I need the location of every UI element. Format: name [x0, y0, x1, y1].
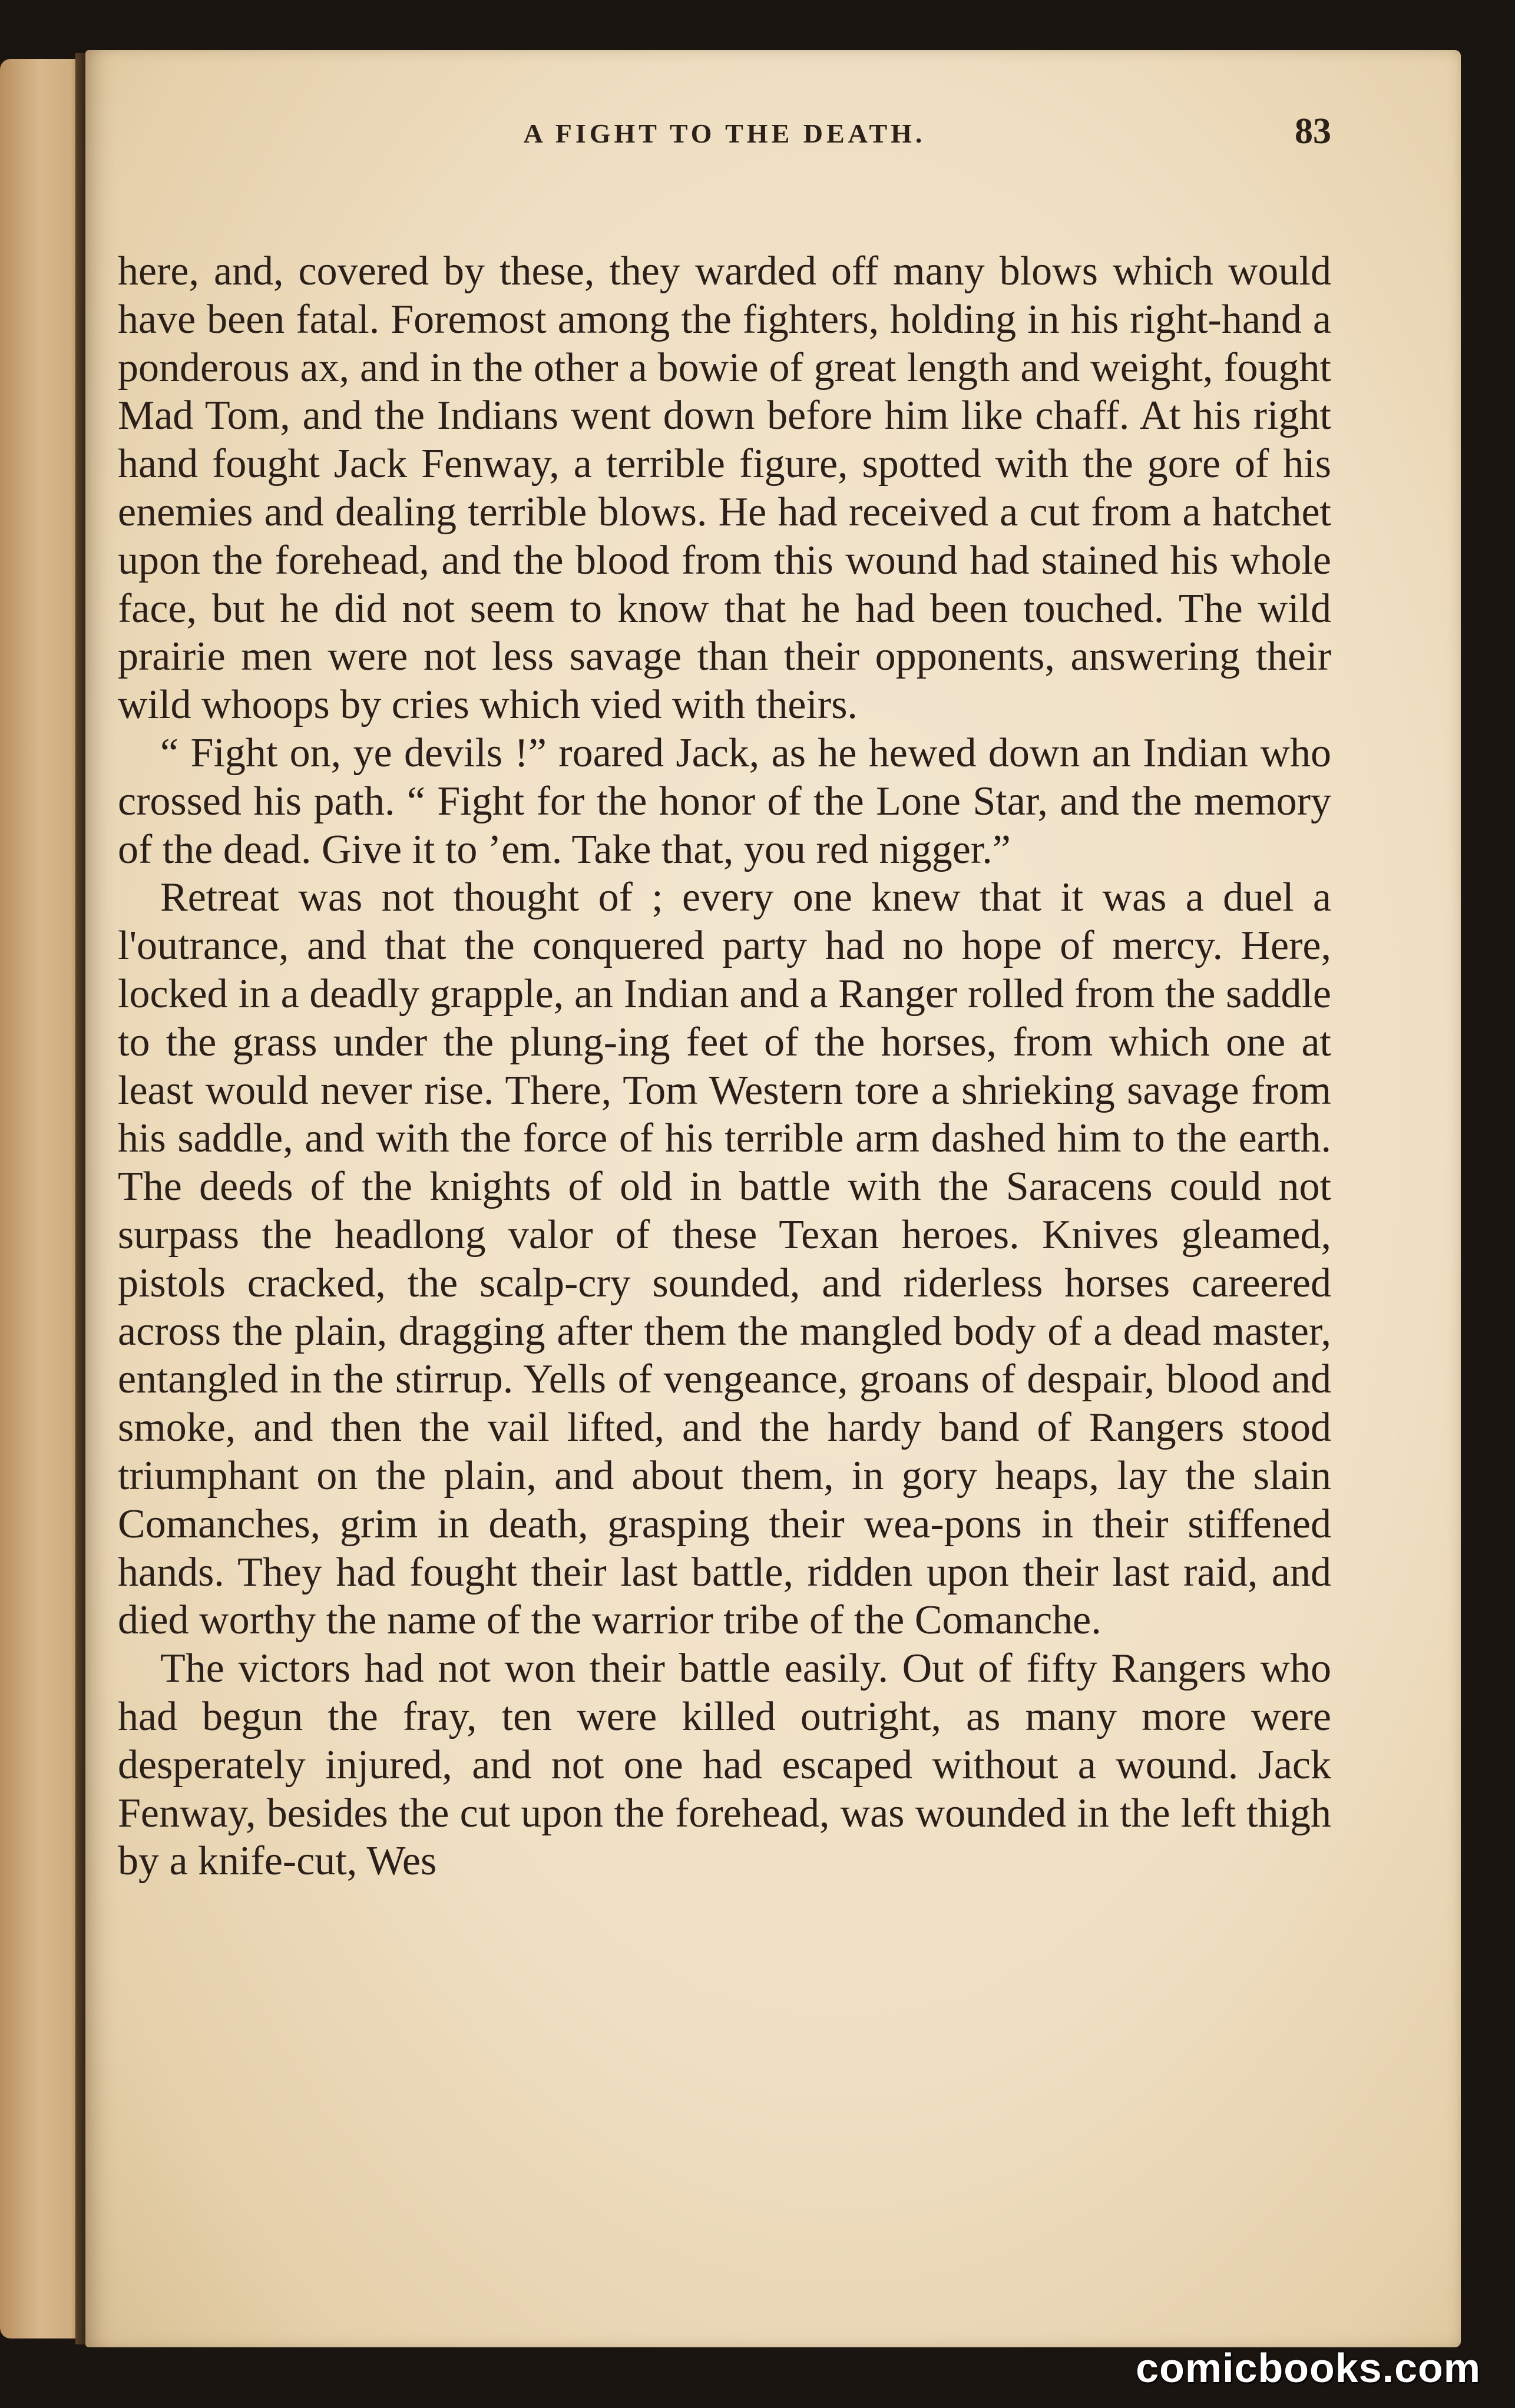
paragraph-3: Retreat was not thought of ; every one knew that it was a duel a l'outrance, and that the conquered party had no hope of mercy. Here, locked in a deadly grapple, an Indian and a Ranger rolled from the saddle to the grass under the plung-ing feet of the horses, from which one at least would never rise. There, Tom Western tore a shrieking savage from his saddle, and with the force of his terrible arm dashed him to the earth. The deeds of the knights of old in battle with the Saracens could not surpass the headlong valor of these Texan heroes. Knives gleamed, pistols cracked, the scalp-cry sounded, and riderless horses careered across the plain, dragging after them the mangled body of a dead master, entangled in the stirrup. Yells of vengeance, groans of despair, blood and smoke, and then the vail lifted, and the hardy band of Rangers stood triumphant on the plain, and about them, in gory heaps, lay the slain Comanches, grim in death, grasping their wea-pons in their stiffened hands. They had fought their last battle, ridden upon their last raid, and died worthy the name of the warrior tribe of the Comanche. [118, 875, 1331, 1643]
watermark: comicbooks.com [1136, 2345, 1481, 2391]
paragraph-2: “ Fight on, ye devils !” roared Jack, as he hewed down an Indian who crossed his path. “ Fight for the honor of the Lone Star, and the memory of the dead. Give it to ’em. Take that, you red nigger.” [118, 730, 1331, 872]
running-title: A FIGHT TO THE DEATH. [523, 118, 926, 148]
page-number: 83 [1295, 111, 1331, 151]
body-text [118, 247, 1331, 2209]
page-header [118, 106, 1331, 165]
paragraph-1: here, and, covered by these, they warded off many blows which would have been fatal. Foremost among the fighters, holding in his right-hand a ponderous ax, and in the other a bowie of great length and weight, fought Mad Tom, and the Indians went down before him like chaff. At his right hand fought Jack Fenway, a terrible figure, spotted with the gore of his enemies and dealing terrible blows. He had received a cut from a hatchet upon the forehead, and the blood from this wound had stained his whole face, but he did not seem to know that he had been touched. The wild prairie men were not less savage than their opponents, answering their wild whoops by cries which vied with theirs. [118, 249, 1331, 728]
paragraph-4: The victors had not won their battle easily. Out of fifty Rangers who had begun the fray, ten were killed outright, as many more were desperately injured, and not one had escaped without a wound. Jack Fenway, besides the cut upon the forehead, was wounded in the left thigh by a knife-cut, Wes [118, 1646, 1331, 1884]
